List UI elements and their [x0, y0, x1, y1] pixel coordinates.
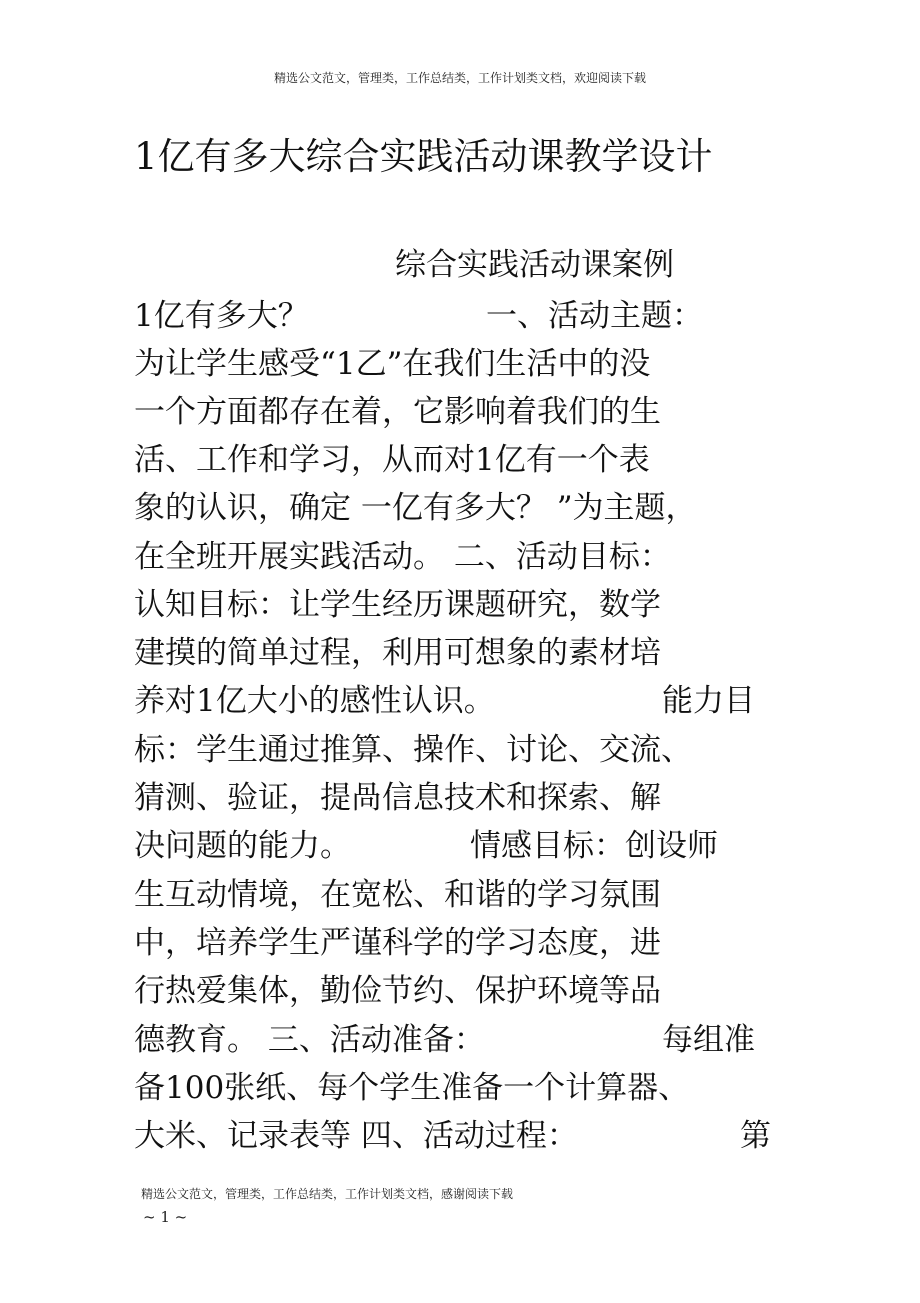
body-line: 能力目 [662, 683, 755, 719]
body-line: 一个方面都存在着，它影响着我们的生 [134, 394, 661, 430]
body-line: 在全班开展实践活动。 二、活动目标： [134, 539, 671, 575]
body-line: 德教育。 三、活动准备： [134, 1022, 485, 1058]
body-line: 活、工作和学习，从而对1亿有一个表 [134, 442, 650, 478]
body-line: 认知目标：让学生经历课题研究，数学 [134, 587, 661, 623]
body-line: 1亿有多大？ [134, 298, 309, 334]
body-line: 中，培养学生严谨科学的学习态度，进 [134, 925, 661, 961]
body-line: 建摸的简单过程，利用可想象的素材培 [134, 635, 661, 671]
body-line: 一、活动主题： [486, 298, 703, 334]
body-line: 每组准 [662, 1022, 755, 1058]
page-footer-note: 精选公文范文，管理类，工作总结类，工作计划类文档，感谢阅读下载 [141, 1187, 514, 1201]
body-line: 猜测、验证，提咼信息技术和探索、解 [134, 780, 661, 816]
body-line: 决问题的能力。 [134, 828, 351, 864]
body-line: 备100张纸、每个学生准备一个计算器、 [134, 1070, 690, 1106]
body-line: 养对1亿大小的感性认识。 [134, 683, 495, 719]
body-line: 生互动情境，在宽松、和谐的学习氛围 [134, 877, 661, 913]
body-line: 为让学生感受“1乙”在我们生活中的没 [134, 346, 651, 382]
page-number: ~ 1 ~ [143, 1208, 188, 1226]
body-line: 象的认识，确定 一亿有多大？ ”为主题， [134, 490, 697, 526]
body-line: 大米、记录表等 四、活动过程： [134, 1118, 578, 1154]
body-line: 综合实践活动课案例 [395, 247, 674, 283]
body-line: 标：学生通过推算、操作、讨论、交流、 [134, 732, 692, 768]
body-line: 第 [740, 1118, 771, 1154]
page-header-note: 精选公文范文，管理类，工作总结类，工作计划类文档，欢迎阅读下载 [273, 71, 646, 85]
document-title: 1亿有多大综合实践活动课教学设计 [134, 135, 713, 178]
body-line: 情感目标：创设师 [470, 828, 718, 864]
body-line: 行热爱集体，勤俭节约、保护环境等品 [134, 973, 661, 1009]
